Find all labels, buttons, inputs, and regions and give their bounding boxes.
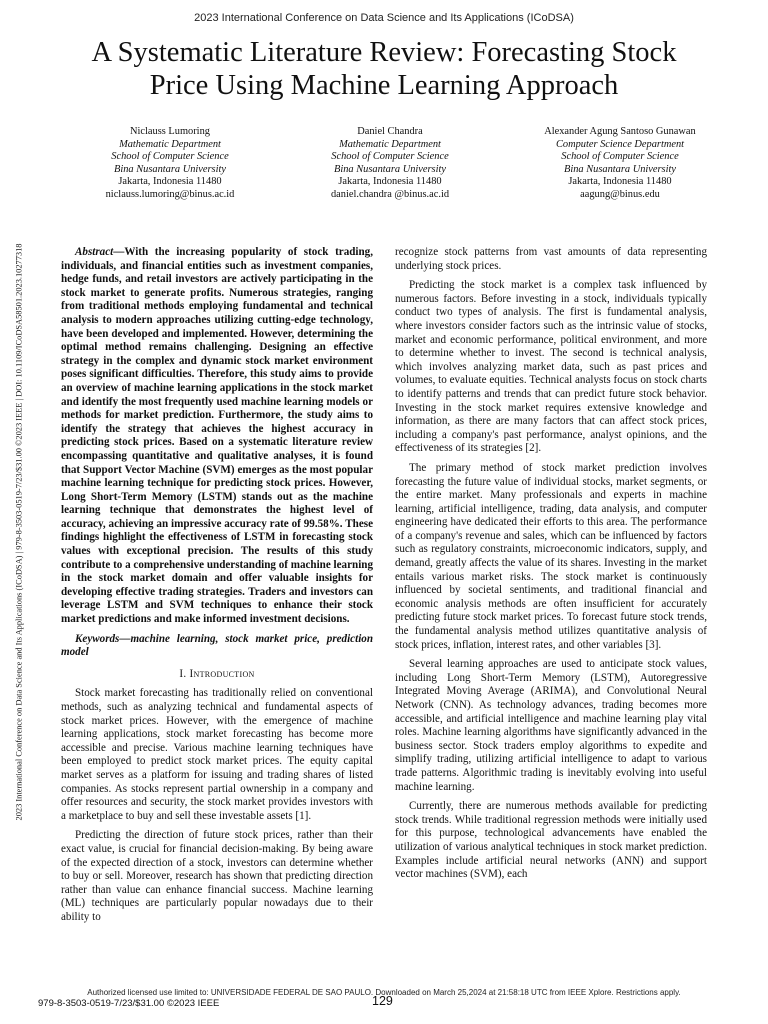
author-department: Computer Science Department (555, 138, 685, 150)
author-school: School of Computer Science (111, 151, 229, 163)
author-email: niclauss.lumoring@binus.ac.id (105, 188, 235, 200)
author-email: aagung@binus.edu (580, 188, 660, 200)
paragraph: Predicting the stock market is a complex task influenced by numerous factors. Before investing in a stock, individuals typically conduct two types of analysis. The first is fundamental analysis, where investors consider factors such as the intrinsic value of stocks, market and economic performance, political environment, and more to determine whether to invest. The second is technical analysis, which involves analyzing market data, such as past prices and volumes, to evaluate equities. Technical analysts focus on stock charts to identify patterns and trends that can predict future stock behavior. Investing in the stock market requires extensive knowledge and information, as there are many factors that can affect stock prices, including a company's past performance, analyst opinions, and the effectiveness of its strategies [2]. (395, 279, 707, 455)
conference-header: 2023 International Conference on Data Science and Its Applications (ICoDSA) (194, 12, 574, 24)
section-number: I. (179, 667, 187, 680)
author-department: Mathematic Department (119, 138, 221, 150)
abstract-lead: Abstract (75, 246, 114, 258)
author-2 (280, 126, 500, 202)
license-footer: Authorized licensed use limited to: UNIVERSIDADE FEDERAL DE SAO PAULO. Downloaded on March 25,2024 at 21:58:18 UTC from IEEE Xplore. Restrictions apply. (87, 988, 681, 997)
doi-sidebar-text: 2023 International Conference on Data Science and Its Applications (ICoDSA) | 979-8-3503-0519-7/23/$31.00 ©2023 IEEE | DOI: 10.1109/ICoDSA58501.2023.10277318 (14, 243, 24, 821)
author-3 (510, 126, 730, 202)
abstract (61, 246, 373, 627)
title-line-2: Price Using Machine Learning Approach (149, 70, 619, 101)
author-name: Alexander Agung Santoso Gunawan (544, 126, 696, 137)
page-number: 129 (372, 994, 393, 1008)
right-column (395, 246, 707, 888)
paragraph: Stock market forecasting has traditionally relied on conventional methods, such as analyzing technical and fundamental aspects of stock market prices. However, with the emergence of machine learning applications, stock market forecasting has become more accessible and precise. Various machine learning techniques have been employed to predict stock market prices. The equity capital market serves as a platform for issuing and trading shares of listed companies. As stocks represent partial ownership in a company and offer resources and security, the stock market provides investors with a marketplace to buy and sell these investable assets [1]. (61, 687, 373, 822)
author-location: Jakarta, Indonesia 11480 (118, 176, 222, 188)
author-1 (60, 126, 280, 202)
paragraph: Currently, there are numerous methods available for predicting stock trends. While traditional regression methods were initially used for this purpose, technological advancements have enabled the utilization of various analytical techniques in stock market prediction. Examples include artificial neural networks (ANN) and support vector machines (SVM), each (395, 800, 707, 881)
left-column (61, 246, 373, 931)
author-university: Bina Nusantara University (114, 163, 226, 175)
author-name: Niclauss Lumoring (130, 126, 210, 137)
paragraph: The primary method of stock market prediction involves forecasting the future value of individual stocks, market segments, or the entire market. Many professionals and experts in machine learning, artificial intelligence, trading, data analysis, and computer engineering have dedicated their efforts to this area. The performance of a company's revenue and sales, which can be influenced by factors such as regulatory constraints, microeconomic indicators, supply, and demand, greatly affects the value of its shares. Investing in the market entails various market risks. The stock market is continuously influenced by societal sentiments, and traditional financial and economic analysis methods are often insufficient for accurately predicting future stock market prices. To forecast future stock trends, the fundamental analysis method utilizes quantitative analysis of stock prices, inflation, interest rates, and other variables [3]. (395, 461, 707, 651)
author-name: Daniel Chandra (357, 126, 423, 137)
author-location: Jakarta, Indonesia 11480 (338, 176, 442, 188)
keywords: Keywords—machine learning, stock market price, prediction model (61, 632, 373, 659)
section-heading (61, 668, 373, 682)
paragraph: recognize stock patterns from vast amounts of data representing underlying stock prices. (395, 246, 707, 272)
author-university: Bina Nusantara University (564, 163, 676, 175)
author-email: daniel.chandra @binus.ac.id (330, 188, 450, 200)
title-line-1: A Systematic Literature Review: Forecasting Stock (91, 37, 677, 68)
author-school: School of Computer Science (561, 151, 679, 163)
author-school: School of Computer Science (331, 151, 449, 163)
paragraph: Several learning approaches are used to anticipate stock values, including Long Short-Term Memory (LSTM), Autoregressive Integrated Moving Average (ARIMA), and Convolutional Neural Network (CNN). As technology advances, trading becomes more accessible, and artificial intelligence and machine learning play vital roles. Machine learning algorithms have significantly advanced in the business sector. Stock traders employ algorithms to expedite and simplify trading, utilizing artificial intelligence to adapt to various trade patterns. Algorithmic trading is inevitably evolving into useful machine learning. (395, 658, 707, 793)
author-location: Jakarta, Indonesia 11480 (568, 176, 672, 188)
doi-sidebar (10, 172, 28, 892)
section-title: Introduction (189, 667, 255, 680)
paragraph: Predicting the direction of future stock prices, rather than their exact value, is crucial for financial decision-making. By being aware of the expected direction of a stock, investors can determine whether to buy or sell. Moreover, research has shown that predicting direction rather than value can enhance financial success. Machine learning (ML) techniques are particularly popular nowadays due to their ability to (61, 829, 373, 923)
paper-title (40, 36, 728, 102)
author-university: Bina Nusantara University (334, 163, 446, 175)
isbn-footer: 979-8-3503-0519-7/23/$31.00 ©2023 IEEE (38, 998, 220, 1009)
abstract-text: —With the increasing popularity of stock trading, individuals, and financial entities such as investment companies, hedge funds, and retail investors are actively participating in the stock market to generate profits. Numerous strategies, ranging from traditional methods employing fundamental and technical analysis to modern approaches utilizing cutting-edge technology, have been developed and implemented. However, determining the optimal method remains challenging. Designing an effective strategy in the complex and dynamic stock market environment poses significant difficulties. Therefore, this study aims to provide an overview of machine learning applications in the stock market and identify the most frequently used machine learning models or methods for market prediction. Furthermore, the study aims to identify the strategy that achieves the highest accuracy in predicting stock prices. Based on a systematic literature review encompassing quantitative and qualitative analyses, it is found that Support Vector Machine (SVM) emerges as the most popular machine learning technique for predicting stock prices. However, Long Short-Term Memory (LSTM) stands out as the machine learning technique that demonstrates the highest level of accuracy, achieving an impressive accuracy rate of 99.58%. These findings highlight the effectiveness of LSTM in forecasting stock values with exceptional precision. The results of this study contribute to a comprehensive understanding of machine learning in the stock market domain and offer valuable insights for developing effective trading strategies. Traders and investors can leverage LSTM and SVM techniques to enhance their stock market predictions and make informed investment decisions. (61, 246, 373, 626)
author-department: Mathematic Department (339, 138, 441, 150)
